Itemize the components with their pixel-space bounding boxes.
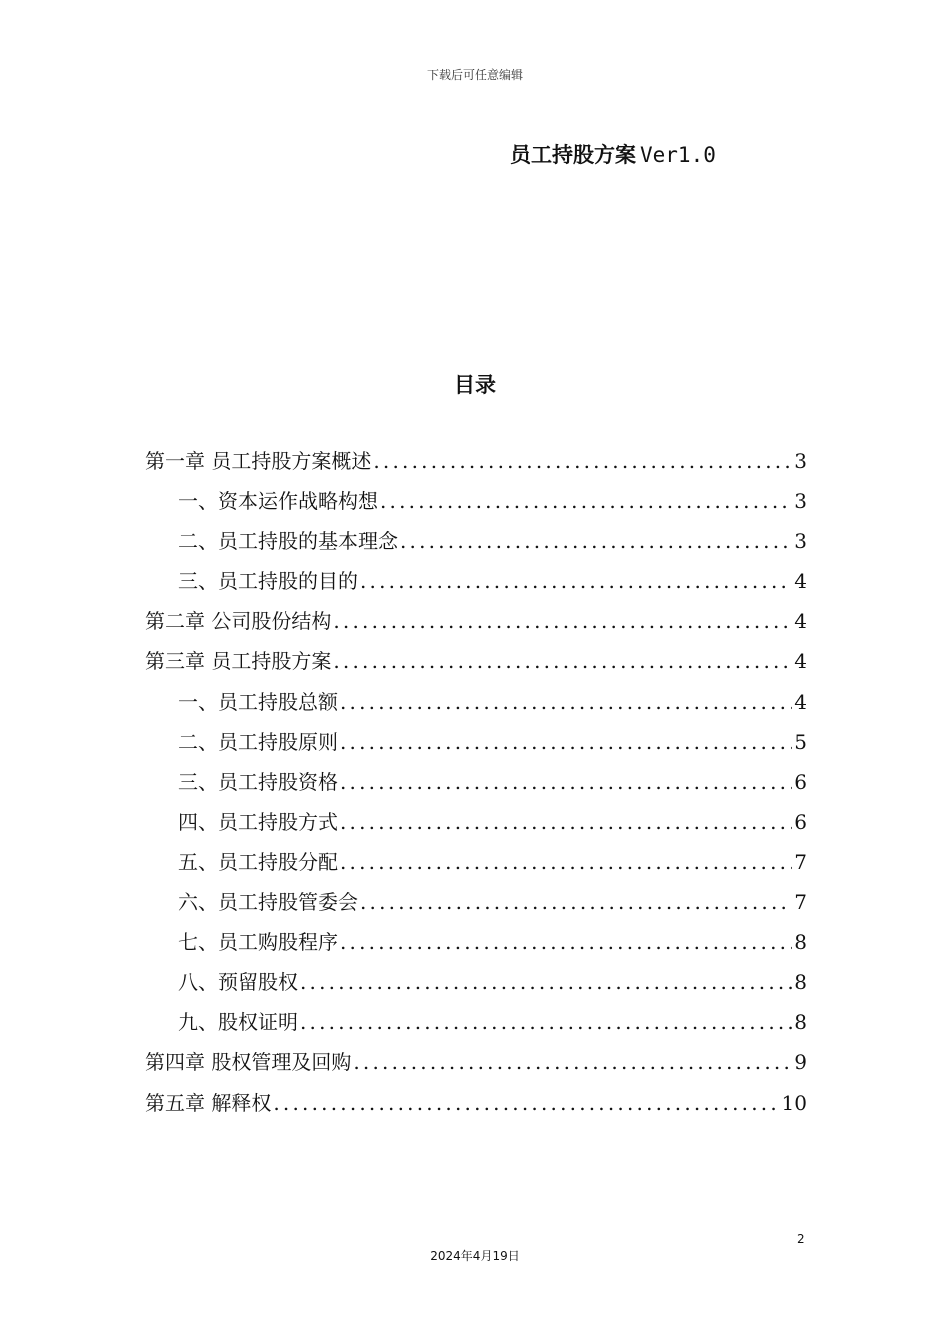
toc-entry-page: 10 (781, 1090, 807, 1115)
toc-entry-page: 4 (794, 649, 807, 674)
toc-entry-label: 七、员工购股程序 (178, 930, 338, 955)
toc-leader-dots (358, 561, 792, 601)
document-version: Ver1.0 (640, 143, 716, 167)
toc-entry-label: 第一章 员工持股方案概述 (145, 449, 372, 473)
toc-entry-section[interactable] (145, 882, 807, 922)
toc-entry-page: 4 (794, 689, 807, 714)
toc-entry-section[interactable] (145, 1002, 807, 1042)
toc-entry-section[interactable] (145, 762, 807, 802)
header-note: 下载后可任意编辑 (426, 68, 523, 82)
toc-leader-dots (338, 802, 792, 842)
toc-entry-page: 4 (794, 609, 807, 634)
toc-entry-page: 3 (794, 449, 807, 473)
toc-leader-dots (378, 481, 792, 521)
toc-entry-chapter-1[interactable] (145, 441, 807, 481)
toc-entry-page: 8 (794, 1010, 807, 1035)
toc-entry-label: 一、资本运作战略构想 (178, 489, 378, 514)
toc-leader-dots (371, 441, 792, 481)
toc-leader-dots (358, 882, 792, 922)
toc-leader-dots (338, 762, 792, 802)
page-number: 2 (797, 1232, 805, 1246)
toc-entry-chapter-4[interactable] (145, 1042, 807, 1082)
toc-entry-chapter-3[interactable] (145, 641, 807, 681)
toc-entry-label: 八、预留股权 (178, 970, 298, 995)
table-of-contents (145, 441, 807, 1123)
toc-entry-label: 二、员工持股原则 (178, 729, 338, 754)
toc-leader-dots (338, 842, 792, 882)
toc-entry-section[interactable] (145, 842, 807, 882)
toc-entry-label: 二、员工持股的基本理念 (178, 529, 398, 554)
toc-leader-dots (298, 1002, 792, 1042)
toc-entry-label: 九、股权证明 (178, 1010, 298, 1035)
toc-entry-page: 8 (794, 970, 807, 995)
toc-entry-page: 6 (794, 769, 807, 794)
toc-entry-page: 7 (794, 890, 807, 915)
toc-entry-page: 6 (794, 809, 807, 834)
toc-heading: 目录 (454, 373, 496, 397)
toc-entry-section[interactable] (145, 962, 807, 1002)
toc-entry-label: 第二章 公司股份结构 (145, 609, 332, 634)
toc-entry-section[interactable] (145, 481, 807, 521)
document-title-text: 员工持股方案 (510, 143, 636, 167)
toc-entry-page: 9 (794, 1050, 807, 1075)
toc-leader-dots (298, 962, 792, 1002)
toc-entry-section[interactable] (145, 922, 807, 962)
toc-entry-label: 六、员工持股管委会 (178, 890, 358, 915)
toc-entry-label: 第五章 解释权 (145, 1090, 272, 1115)
toc-entry-label: 五、员工持股分配 (178, 849, 338, 874)
toc-leader-dots (398, 521, 792, 561)
toc-entry-section[interactable] (145, 561, 807, 601)
footer-date: 2024年4月19日 (430, 1249, 520, 1263)
toc-leader-dots (338, 682, 792, 722)
toc-entry-page: 8 (794, 930, 807, 955)
toc-leader-dots (338, 922, 792, 962)
toc-entry-section[interactable] (145, 802, 807, 842)
toc-leader-dots (338, 722, 792, 762)
toc-entry-label: 三、员工持股的目的 (178, 569, 358, 594)
toc-entry-label: 三、员工持股资格 (178, 769, 338, 794)
toc-entry-label: 第三章 员工持股方案 (145, 649, 332, 674)
toc-leader-dots (351, 1042, 792, 1082)
toc-entry-page: 3 (794, 529, 807, 554)
toc-leader-dots (331, 641, 792, 681)
document-title (510, 140, 716, 170)
toc-entry-page: 7 (794, 849, 807, 874)
toc-entry-page: 3 (794, 489, 807, 514)
toc-entry-label: 四、员工持股方式 (178, 809, 338, 834)
toc-entry-section[interactable] (145, 682, 807, 722)
toc-entry-chapter-5[interactable] (145, 1083, 807, 1123)
toc-entry-page: 5 (794, 729, 807, 754)
toc-entry-section[interactable] (145, 722, 807, 762)
toc-entry-page: 4 (794, 569, 807, 594)
toc-entry-label: 一、员工持股总额 (178, 689, 338, 714)
toc-entry-label: 第四章 股权管理及回购 (145, 1050, 352, 1075)
toc-entry-chapter-2[interactable] (145, 601, 807, 641)
toc-leader-dots (331, 601, 792, 641)
toc-leader-dots (271, 1083, 779, 1123)
toc-entry-section[interactable] (145, 521, 807, 561)
